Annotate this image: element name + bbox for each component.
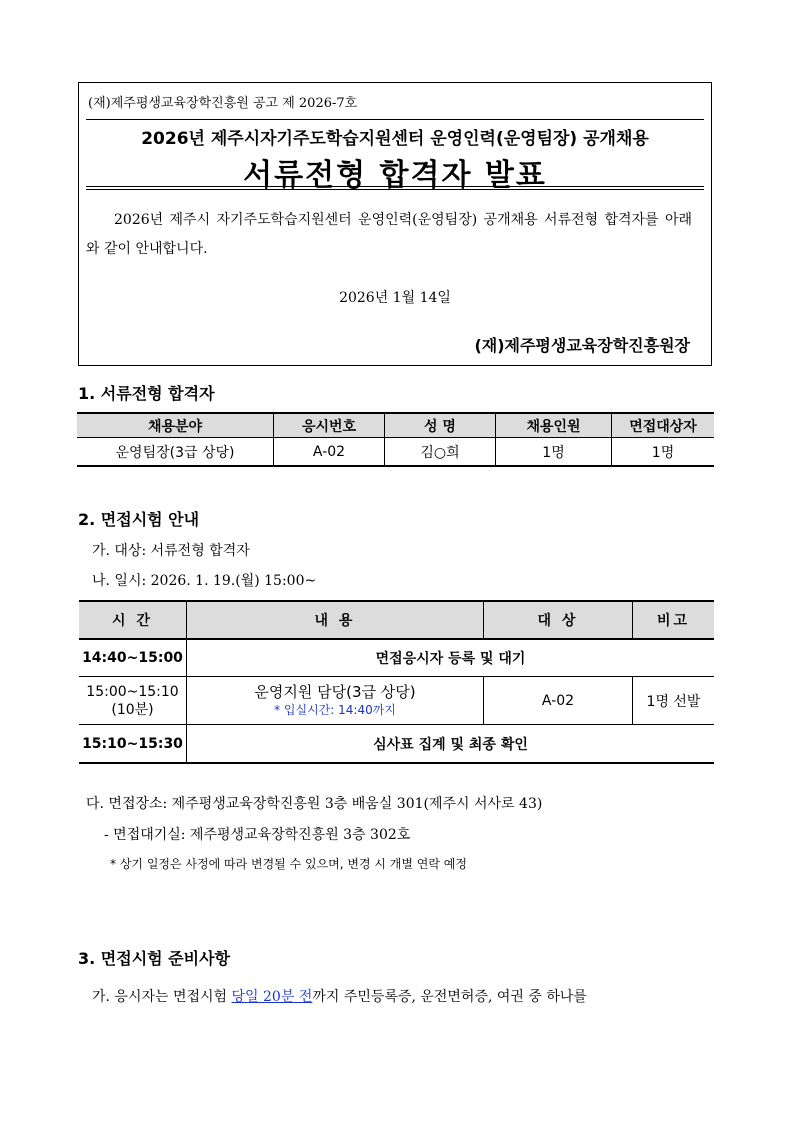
passers-table [77,412,714,467]
content-cell [187,677,484,725]
list-item [92,986,587,1006]
table-cell: 김○희 [385,438,496,467]
entry-time-note: * 입실시간: 14:40까지 [274,702,396,717]
table-row [79,725,714,764]
deadline-highlight: 당일 20분 전 [231,989,313,1005]
list-item: 나. 일시: 2026. 1. 19.(월) 15:00~ [92,573,317,589]
text: 까지 주민등록증, 운전면허증, 여권 중 하나를 [312,989,587,1005]
list-item: 가. 대상: 서류전형 합격자 [92,543,250,559]
column-header: 응시번호 [274,413,385,438]
table-cell: A-02 [274,438,385,467]
content-cell: 심사표 집계 및 최종 확인 [187,725,715,764]
section-heading: 3. 면접시험 준비사항 [78,949,230,968]
column-header: 면접대상자 [612,413,715,438]
column-header: 채용인원 [496,413,612,438]
notice-main-title: 서류전형 합격자 발표 [243,158,547,193]
divider [86,119,704,120]
column-header: 내 용 [187,601,484,639]
duration: (10분) [111,701,154,718]
remark-cell: 1명 선발 [633,677,715,725]
column-header: 시 간 [79,601,187,639]
content-cell: 면접응시자 등록 및 대기 [187,639,715,677]
table-row [79,677,714,725]
time-range: 15:00~15:10 [86,683,179,700]
target-cell: A-02 [484,677,633,725]
text: 가. 응시자는 면접시험 [92,989,232,1005]
divider [86,186,704,187]
notice-number: (재)제주평생교육장학진흥원 공고 제 2026-7호 [88,96,358,111]
section-heading: 1. 서류전형 합격자 [78,384,215,403]
list-item: - 면접대기실: 제주평생교육장학진흥원 3층 302호 [104,827,411,843]
table-cell: 1명 [612,438,715,467]
time-cell: 14:40~15:00 [79,639,187,677]
time-cell [79,677,187,725]
time-cell: 15:10~15:30 [79,725,187,764]
column-header: 성 명 [385,413,496,438]
schedule-note: * 상기 일정은 사정에 따라 변경될 수 있으며, 변경 시 개별 연락 예정 [110,857,467,871]
column-header: 대 상 [484,601,633,639]
content-text: 운영지원 담당(3급 상당) [254,682,416,701]
table-row [77,438,714,467]
section-heading: 2. 면접시험 안내 [78,510,200,529]
notice-title: 2026년 제주시자기주도학습지원센터 운영인력(운영팀장) 공개채용 [141,129,649,149]
notice-issuer: (재)제주평생교육장학진흥원장 [474,336,690,355]
divider [86,189,704,190]
table-cell: 1명 [496,438,612,467]
column-header: 비고 [633,601,715,639]
notice-body: 2026년 제주시 자기주도학습지원센터 운영인력(운영팀장) 공개채용 서류전형 합격자를 아래와 같이 안내합니다. [86,212,692,257]
schedule-table [79,600,714,764]
notice-date: 2026년 1월 14일 [339,290,451,306]
list-item: 다. 면접장소: 제주평생교육장학진흥원 3층 배움실 301(제주시 서사로 43) [86,796,543,812]
column-header: 채용분야 [77,413,274,438]
table-row [79,639,714,677]
table-cell: 운영팀장(3급 상당) [77,438,274,467]
